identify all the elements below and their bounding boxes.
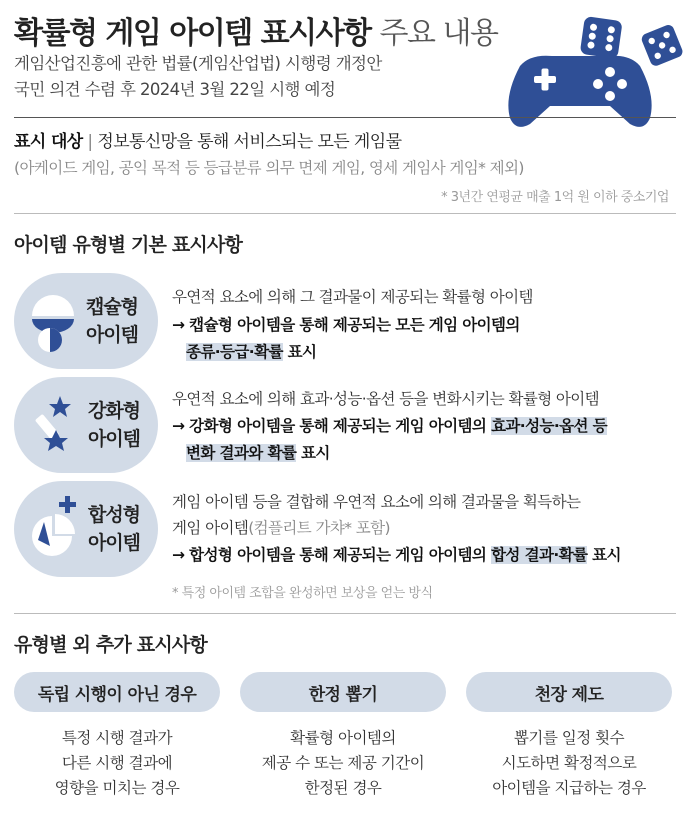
section-divider-2 [14,613,676,614]
extra-item-1-line-2: 다른 시행 결과에 [61,754,173,772]
enhance-label-line-2: 아이템 [87,428,141,450]
section-divider-1 [14,213,676,214]
capsule-label-line-1: 캡슐형 [85,296,139,318]
enhance-arrow-tail: 표시 [296,444,330,462]
combine-desc2-grey: (컴플리트 가챠* 포함) [248,519,390,537]
target-label: 표시 대상 [14,132,83,152]
enhance-arrow-text: → 강화형 아이템을 통해 제공되는 게임 아이템의 [172,417,492,435]
combine-item-label [74,501,154,557]
target-text: 정보통신망을 통해 서비스되는 모든 게임물 [97,132,402,152]
extra-item-3-desc [466,726,672,801]
extra-item-1-pill: 독립 시행이 아닌 경우 [14,672,220,712]
combine-item-desc-2 [172,516,390,538]
combine-label-line-1: 합성형 [87,504,141,526]
extra-item-2-line-1: 확률형 아이템의 [290,729,396,747]
target-separator: | [87,132,93,152]
subtitle-line-2: 국민 의견 수렴 후 2024년 3월 22일 시행 예정 [14,80,336,99]
combine-arrow-tail: 표시 [587,546,621,564]
extra-item-2-pill: 한정 뽑기 [240,672,446,712]
title-main: 확률형 게임 아이템 표시사항 [14,16,371,51]
combine-footnote: * 특정 아이템 조합을 완성하면 보상을 얻는 방식 [172,586,433,601]
combine-highlight: 합성 결과·확률 [491,546,588,564]
capsule-label-line-2: 아이템 [85,324,139,346]
extra-item-3-pill: 천장 제도 [466,672,672,712]
extra-item-3-line-2: 시도하면 확정적으로 [501,754,637,772]
basic-section-title: 아이템 유형별 기본 표시사항 [14,234,243,256]
combine-label-line-2: 아이템 [87,532,141,554]
combine-item-desc: 게임 아이템 등을 결합해 우연적 요소에 의해 결과물을 획득하는 [172,493,581,511]
extra-section-title: 유형별 외 추가 표시사항 [14,634,207,656]
combine-icon [30,494,80,556]
extra-item-2-desc [240,726,446,801]
enhance-icon [30,392,80,454]
capsule-arrow-tail: 표시 [282,343,317,361]
enhance-arrow-line-1 [172,414,607,436]
page-title [14,8,498,52]
extra-item-3-line-3: 아이템을 지급하는 경우 [492,779,646,797]
extra-item-1-line-3: 영향을 미치는 경우 [54,779,180,797]
target-exclusions: (아케이드 게임, 공익 목적 등 등급분류 의무 면제 게임, 영세 게임사 게임* 제외) [14,159,524,177]
enhance-arrow-line-2 [186,441,330,463]
capsule-arrow-line-2 [186,340,316,362]
enhance-item-label [74,397,154,453]
combine-desc2: 게임 아이템 [172,519,249,537]
extra-item-2-line-3: 한정된 경우 [304,779,382,797]
combine-arrow-line-1 [172,543,621,565]
extra-item-2-line-2: 제공 수 또는 제공 기간이 [261,754,425,772]
capsule-highlight: 종류·등급·확률 [186,343,283,361]
target-row [14,127,401,152]
enhance-highlight-1: 효과·성능·옵션 등 [491,417,608,435]
extra-item-1-desc [14,726,220,801]
capsule-icon [28,290,78,352]
capsule-arrow-line-1: → 캡슐형 아이템을 통해 제공되는 모든 게임 아이템의 [172,316,520,334]
enhance-highlight-2: 변화 결과와 확률 [186,444,297,462]
enhance-label-line-1: 강화형 [87,400,141,422]
target-footnote: * 3년간 연평균 매출 1억 원 이하 중소기업 [441,190,669,205]
combine-arrow-text: → 합성형 아이템을 통해 제공되는 게임 아이템의 [172,546,492,564]
capsule-item-desc: 우연적 요소에 의해 그 결과물이 제공되는 확률형 아이템 [172,288,533,306]
extra-item-3-line-1: 뽑기를 일정 횟수 [513,729,625,747]
extra-item-1-line-1: 특정 시행 결과가 [61,729,173,747]
header-divider [14,117,676,118]
capsule-item-label [72,293,152,349]
subtitle-line-1: 게임산업진흥에 관한 법률(게임산업법) 시행령 개정안 [14,54,382,73]
enhance-item-desc: 우연적 요소에 의해 효과·성능·옵션 등을 변화시키는 확률형 아이템 [172,390,600,408]
title-suffix: 주요 내용 [379,16,498,51]
